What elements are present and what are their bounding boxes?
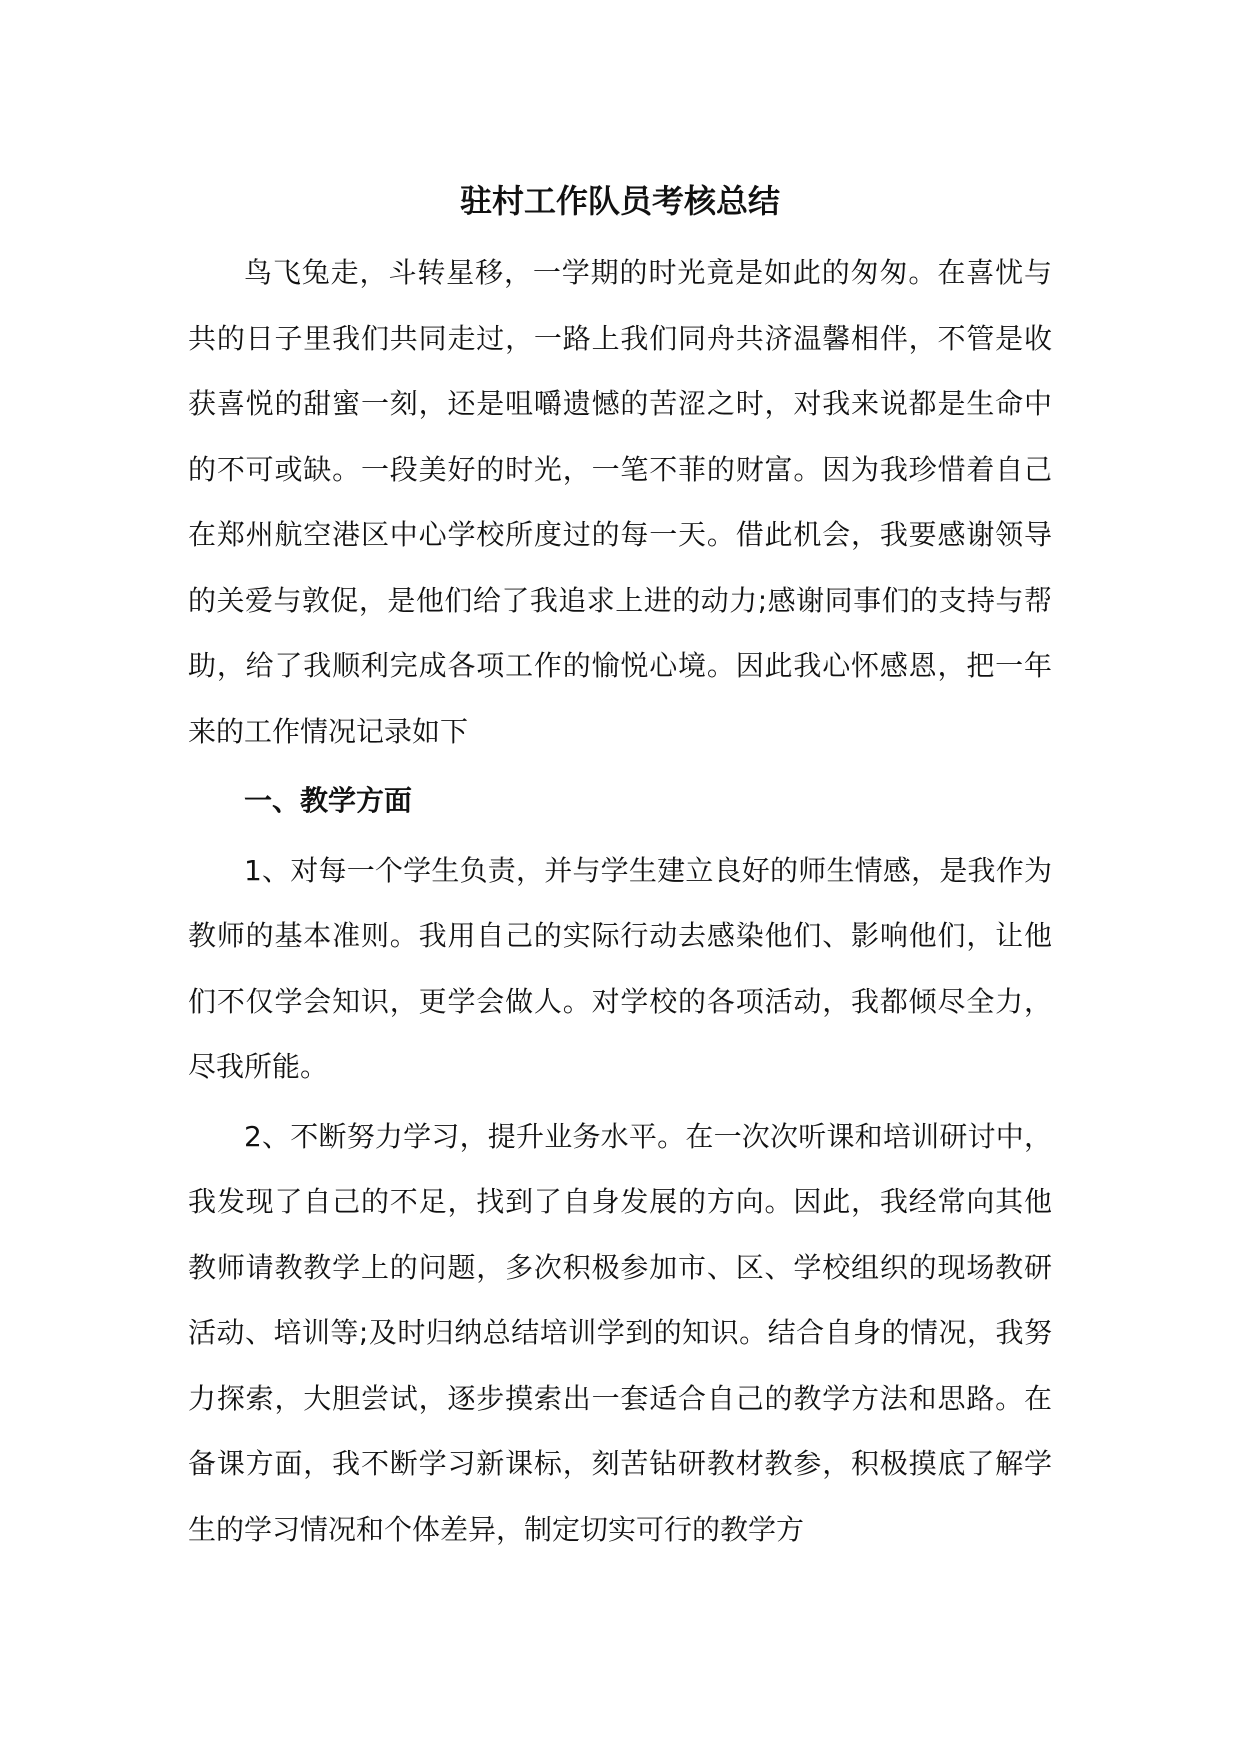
document-body	[188, 240, 1052, 1562]
section-heading-teaching: 一、教学方面	[244, 784, 413, 817]
item-2-paragraph: 2、不断努力学习，提升业务水平。在一次次听课和培训研讨中，我发现了自己的不足，找到了自身发展的方向。因此，我经常向其他教师请教教学上的问题，多次积极参加市、区、学校组织的现场教研活动、培训等;及时归纳总结培训学到的知识。结合自身的情况，我努力探索，大胆尝试，逐步摸索出一套适合自己的教学方法和思路。在备课方面，我不断学习新课标，刻苦钻研教材教参，积极摸底了解学生的学习情况和个体差异，制定切实可行的教学方	[188, 1119, 1052, 1546]
document-title: 驻村工作队员考核总结	[459, 182, 780, 220]
item-1-paragraph: 1、对每一个学生负责，并与学生建立良好的师生情感，是我作为教师的基本准则。我用自己的实际行动去感染他们、影响他们，让他们不仅学会知识，更学会做人。对学校的各项活动，我都倾尽全力，尽我所能。	[188, 853, 1052, 1083]
intro-paragraph: 鸟飞兔走，斗转星移，一学期的时光竟是如此的匆匆。在喜忧与共的日子里我们共同走过，一路上我们同舟共济温馨相伴，不管是收获喜悦的甜蜜一刻，还是咀嚼遗憾的苦涩之时，对我来说都是生命中的不可或缺。一段美好的时光，一笔不菲的财富。因为我珍惜着自己在郑州航空港区中心学校所度过的每一天。借此机会，我要感谢领导的关爱与敦促，是他们给了我追求上进的动力;感谢同事们的支持与帮助，给了我顺利完成各项工作的愉悦心境。因此我心怀感恩，把一年来的工作情况记录如下	[188, 256, 1052, 748]
